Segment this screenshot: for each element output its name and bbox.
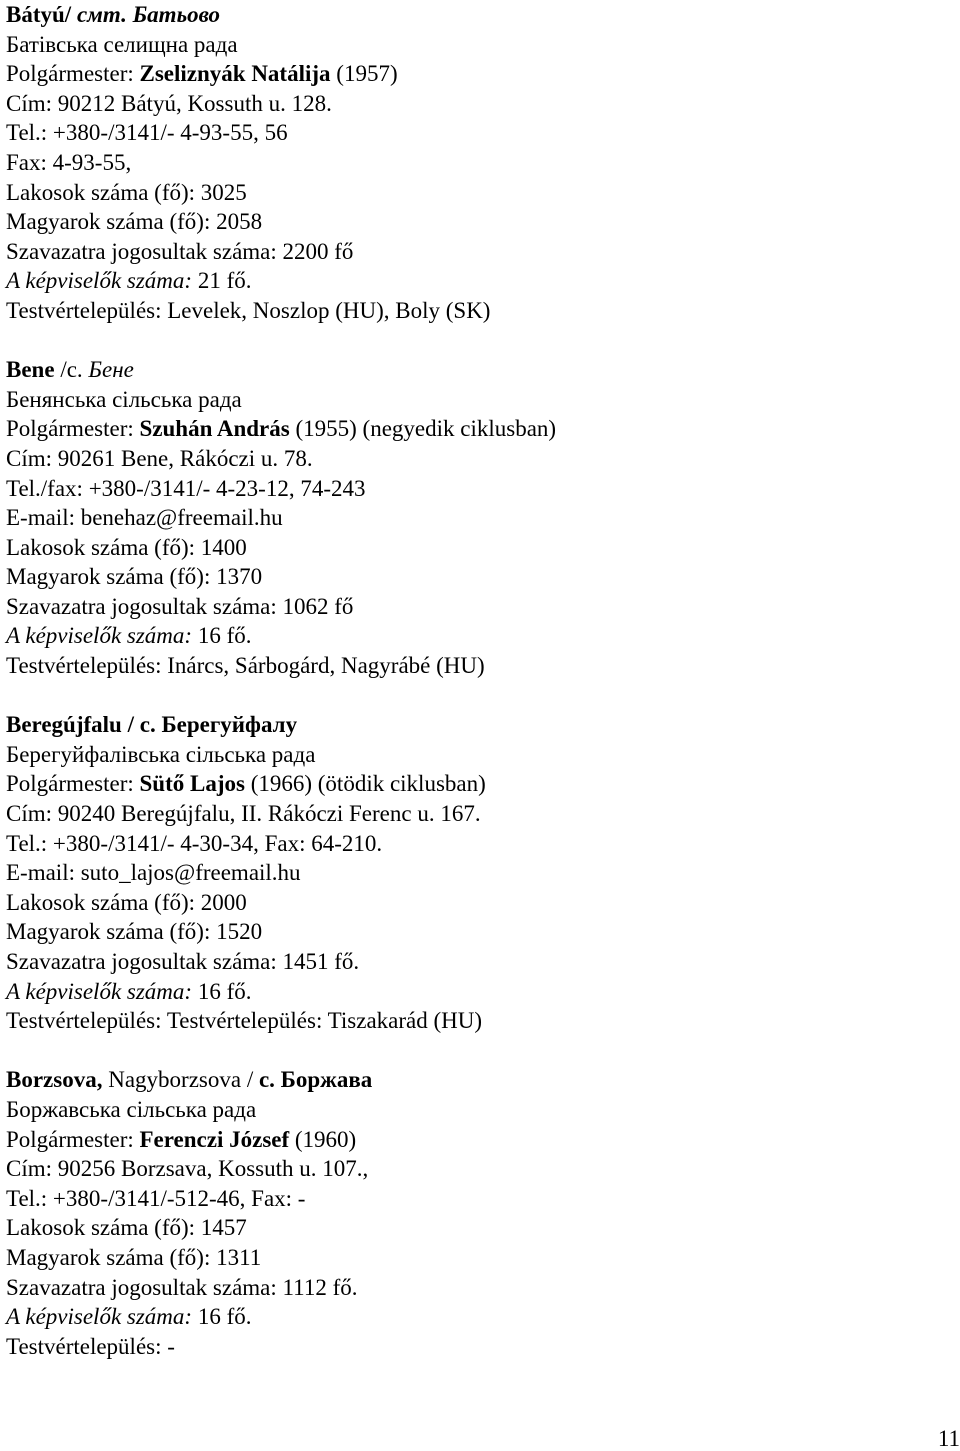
settlement-entry-borzsova [6, 1065, 946, 1361]
section-gap [6, 681, 946, 711]
voters-line: Szavazatra jogosultak száma: 1451 fő. [6, 949, 360, 974]
voters-line: Szavazatra jogosultak száma: 2200 fő [6, 238, 354, 264]
phone-line: Tel./fax: +380-/3141/- 4-23-12, 74-243 [6, 475, 366, 501]
hungarians-line: Magyarok száma (fő): 1520 [6, 919, 263, 945]
section-gap [6, 326, 946, 356]
voters-line: Szavazatra jogosultak száma: 1112 fő. [6, 1274, 358, 1300]
settlement-entry-batyu [6, 0, 946, 326]
mayor-line: Polgármester: Zseliznyák Natálija (1957) [6, 61, 398, 87]
settlement-heading: Beregújfalu / c. Берегуйфалу [6, 712, 298, 738]
document-page [6, 0, 946, 1361]
mayor-name: Szuhán András [139, 416, 290, 442]
fax-line: Fax: 4-93-55, [6, 149, 132, 175]
settlement-heading: Bene /c. Бене [6, 357, 134, 383]
population-line: Lakosok száma (fő): 2000 [6, 889, 247, 915]
twin-towns-line: Testvértelepülés: Inárcs, Sárbogárd, Nagyrábé (HU) [6, 653, 485, 679]
settlement-heading: Borzsova, Nagyborzsova / c. Боржава [6, 1067, 373, 1093]
representatives-line: A képviselők száma: 16 fő. [6, 1304, 252, 1330]
settlement-entry-beregujfalu [6, 710, 946, 1036]
email-line: E-mail: suto_lajos@freemail.hu [6, 860, 301, 886]
email-line: E-mail: benehaz@freemail.hu [6, 505, 283, 531]
population-line: Lakosok száma (fő): 3025 [6, 179, 247, 205]
population-line: Lakosok száma (fő): 1457 [6, 1215, 247, 1241]
page-number: 11 [937, 1426, 960, 1451]
council-name: Берегуйфалівська сільська рада [6, 741, 316, 767]
hungarians-line: Magyarok száma (fő): 1311 [6, 1244, 262, 1270]
population-line: Lakosok száma (fő): 1400 [6, 534, 247, 560]
voters-line: Szavazatra jogosultak száma: 1062 fő [6, 593, 354, 619]
settlement-heading: Bátyú/ смт. Батьово [6, 2, 221, 27]
address-line: Cím: 90212 Bátyú, Kossuth u. 128. [6, 90, 332, 116]
council-name: Батівська селищна рада [6, 31, 238, 57]
mayor-line: Polgármester: Sütő Lajos (1966) (ötödik ciklusban) [6, 771, 486, 797]
phone-line: Tel.: +380-/3141/- 4-30-34, Fax: 64-210. [6, 830, 383, 856]
hungarians-line: Magyarok száma (fő): 2058 [6, 209, 263, 235]
phone-line: Tel.: +380-/3141/-512-46, Fax: - [6, 1185, 306, 1211]
mayor-name: Sütő Lajos [139, 771, 245, 797]
representatives-line: A képviselők száma: 21 fő. [6, 268, 252, 294]
representatives-line: A képviselők száma: 16 fő. [6, 623, 252, 649]
council-name: Боржавська сільська рада [6, 1096, 257, 1122]
address-line: Cím: 90240 Beregújfalu, II. Rákóczi Ferenc u. 167. [6, 801, 481, 827]
hungarians-line: Magyarok száma (fő): 1370 [6, 564, 263, 590]
address-line: Cím: 90261 Bene, Rákóczi u. 78. [6, 445, 313, 471]
twin-towns-line: Testvértelepülés: Testvértelepülés: Tiszakarád (HU) [6, 1008, 483, 1034]
address-line: Cím: 90256 Borzsava, Kossuth u. 107., [6, 1156, 369, 1182]
section-gap [6, 1036, 946, 1066]
settlement-entry-bene [6, 355, 946, 681]
mayor-name: Ferenczi József [139, 1126, 290, 1152]
representatives-line: A képviselők száma: 16 fő. [6, 978, 252, 1004]
twin-towns-line: Testvértelepülés: Levelek, Noszlop (HU), Boly (SK) [6, 297, 491, 323]
mayor-name: Zseliznyák Natálija [139, 61, 331, 87]
phone-line: Tel.: +380-/3141/- 4-93-55, 56 [6, 120, 288, 146]
council-name: Бенянська сільська рада [6, 386, 242, 412]
twin-towns-line: Testvértelepülés: - [6, 1333, 175, 1359]
mayor-line: Polgármester: Szuhán András (1955) (negyedik ciklusban) [6, 416, 557, 442]
mayor-line: Polgármester: Ferenczi József (1960) [6, 1126, 357, 1152]
